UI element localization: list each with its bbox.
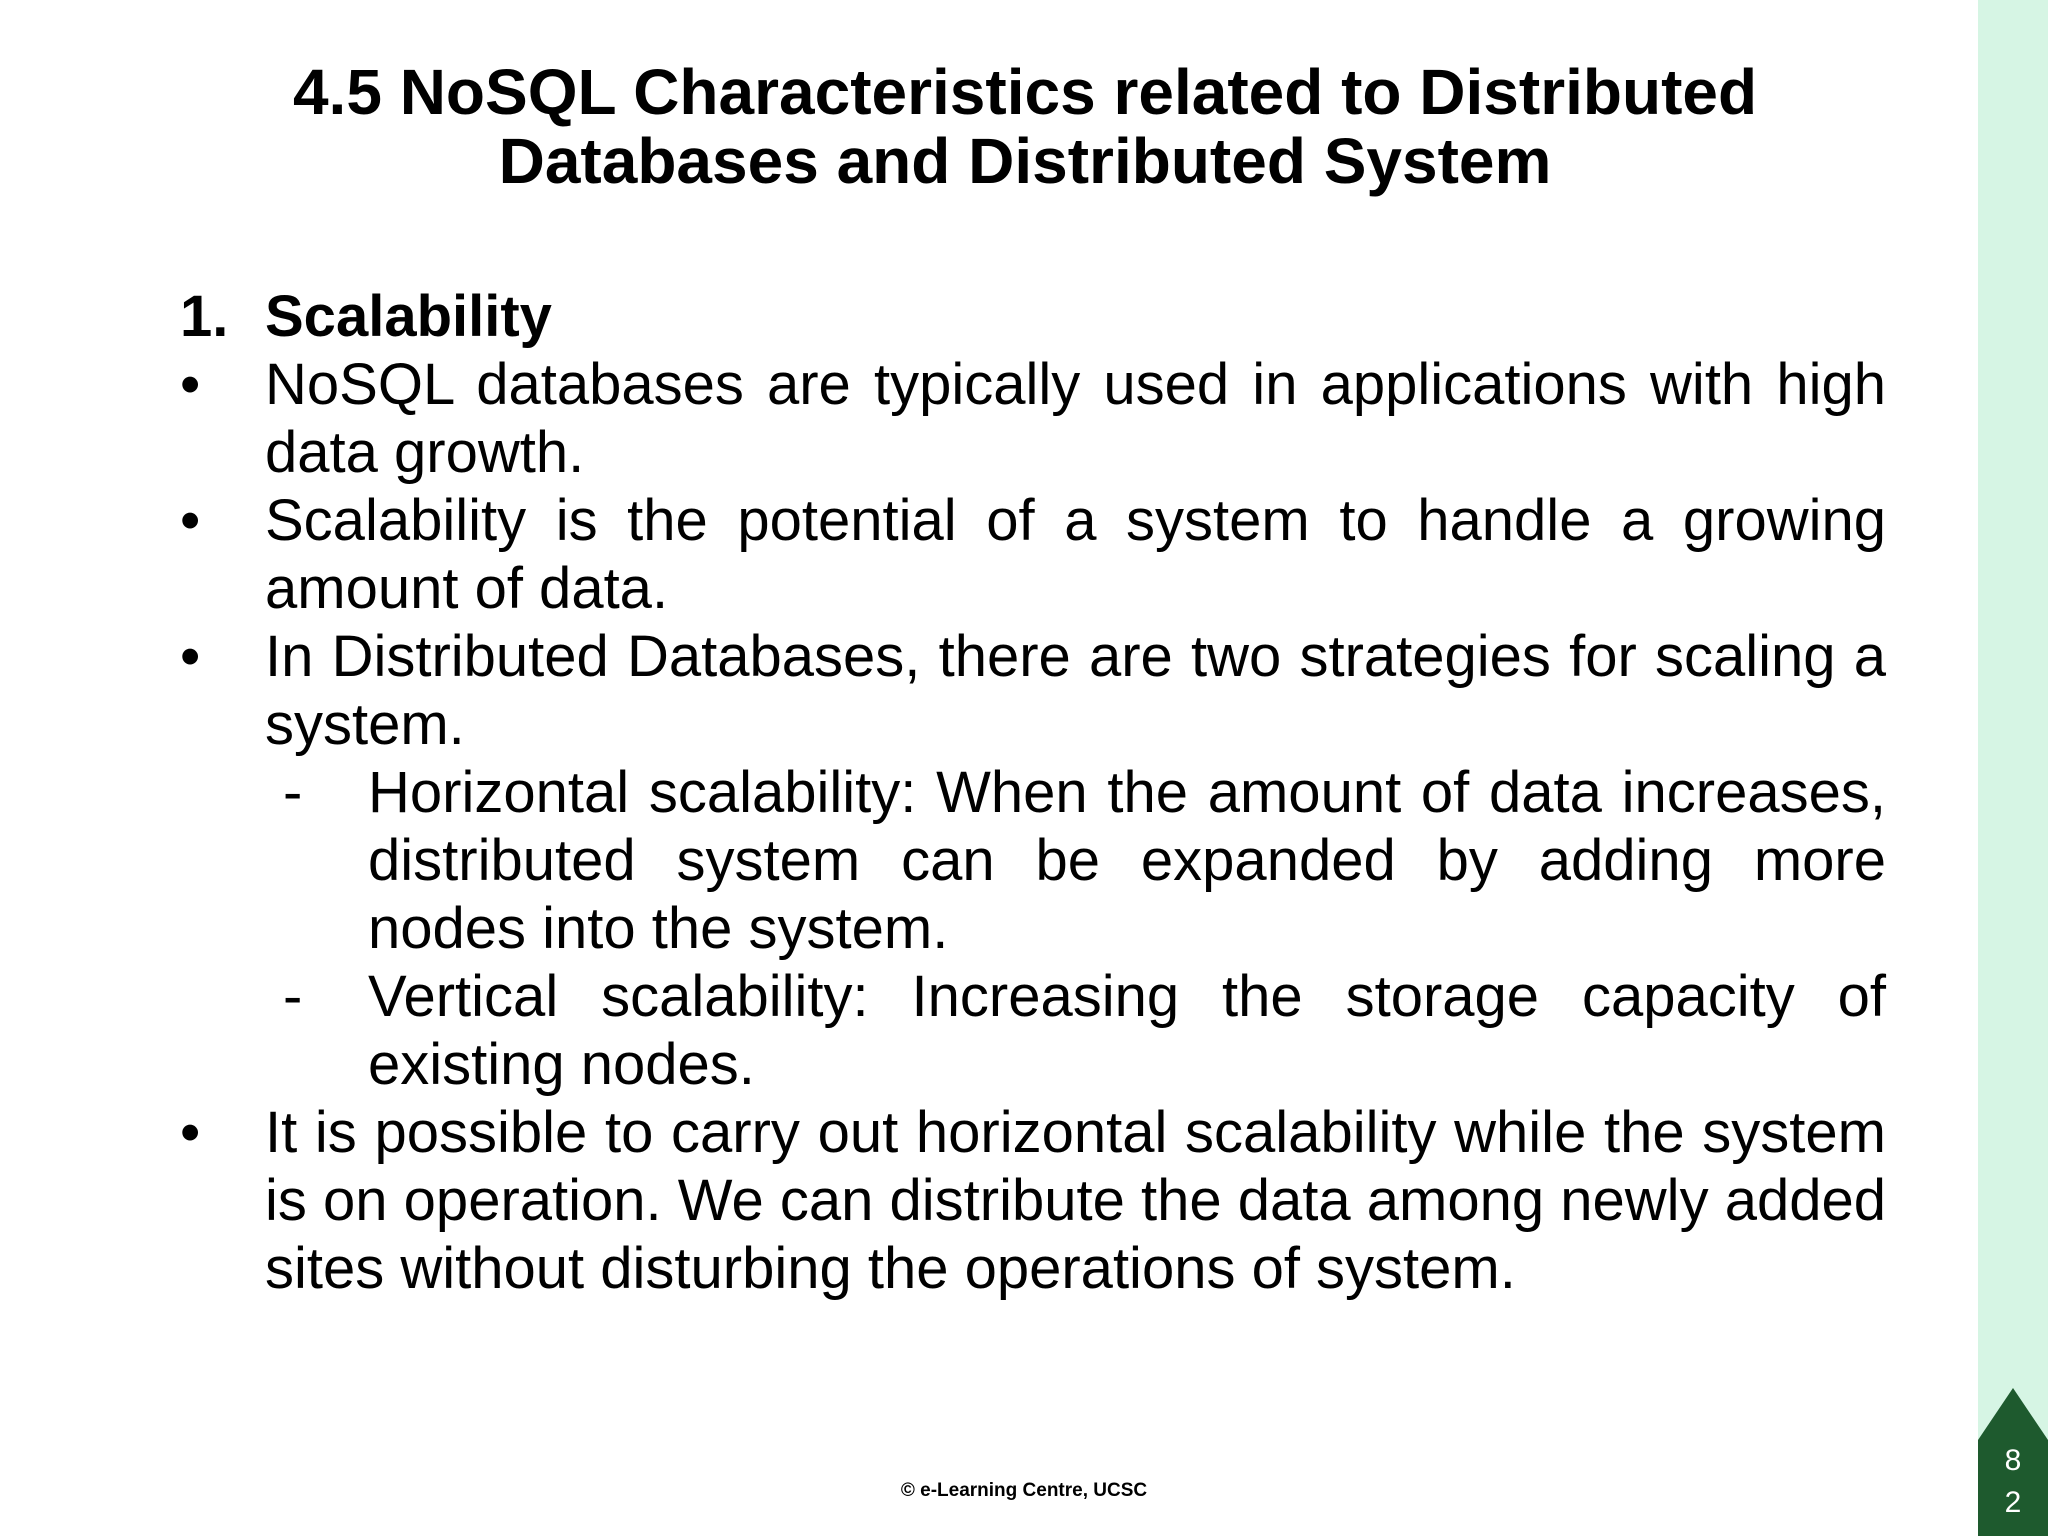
bullet-text: Scalability is the potential of a system to handle a growing amount of data. — [265, 488, 1886, 621]
section-number: 1. — [180, 284, 229, 349]
sidebar-strip — [1978, 0, 2048, 1536]
footer-copyright: © e-Learning Centre, UCSC — [900, 1480, 1148, 1501]
page-number-digit-2: 2 — [2004, 1486, 2022, 1519]
slide-title-line-2: Databases and Distributed System — [498, 125, 1552, 197]
bullet-text: It is possible to carry out horizontal scalability while the system is on operation. We can distribute the data among newly added sites without disturbing the operations of system. — [265, 1100, 1886, 1301]
slide-title — [180, 58, 1870, 196]
bullet-item — [180, 1099, 1886, 1303]
section-heading — [180, 283, 1886, 351]
dash-marker: - — [283, 964, 303, 1029]
sub-bullet-text: Horizontal scalability: When the amount of data increases, distributed system can be expanded by adding more nodes into the system. — [368, 760, 1886, 961]
bullet-text: In Distributed Databases, there are two strategies for scaling a system. — [265, 624, 1886, 757]
sub-bullet-text: Vertical scalability: Increasing the storage capacity of existing nodes. — [368, 964, 1886, 1097]
sub-bullet-item — [180, 759, 1886, 963]
page-number — [1978, 1440, 2048, 1524]
section-heading-text: Scalability — [265, 284, 552, 349]
bullet-item — [180, 351, 1886, 487]
bullet-marker: • — [180, 352, 201, 417]
slide-content — [180, 283, 1886, 1303]
bullet-marker: • — [180, 1100, 201, 1165]
sub-bullet-item — [180, 963, 1886, 1099]
slide-title-line-1: 4.5 NoSQL Characteristics related to Distributed — [292, 56, 1758, 128]
bullet-marker: • — [180, 624, 201, 689]
dash-marker: - — [283, 760, 303, 825]
bullet-text: NoSQL databases are typically used in applications with high data growth. — [265, 352, 1886, 485]
bullet-item — [180, 487, 1886, 623]
bullet-item — [180, 623, 1886, 759]
page-number-digit-1: 8 — [2004, 1444, 2022, 1477]
bullet-marker: • — [180, 488, 201, 553]
